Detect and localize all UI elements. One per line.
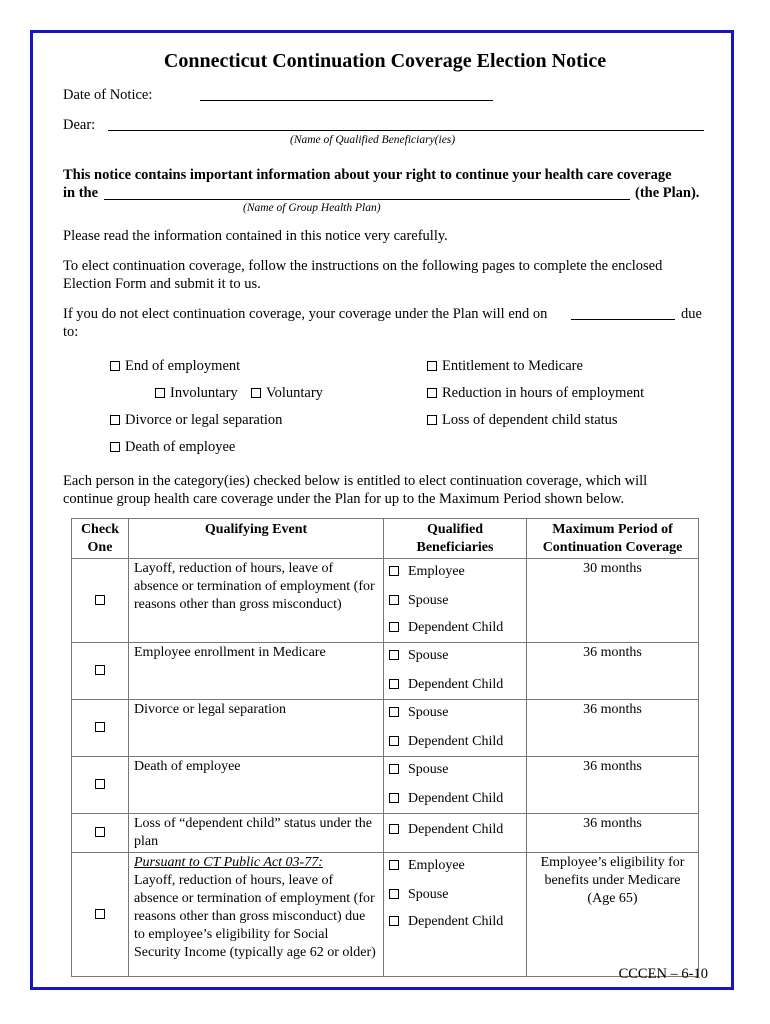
checkbox[interactable]: [95, 665, 105, 675]
header-check-one: Check One: [72, 519, 129, 559]
checkbox[interactable]: [389, 764, 399, 774]
checkbox[interactable]: [389, 679, 399, 689]
elect-paragraph-line-1: To elect continuation coverage, follow the instructions on the following pages to complete the enclosed: [63, 258, 663, 274]
row-event: Death of employee: [129, 757, 384, 814]
reason-reduction[interactable]: [427, 385, 644, 402]
checkbox[interactable]: [95, 595, 105, 605]
row-event: Layoff, reduction of hours, leave of absence or termination of employment (for reasons other than gross misconduct): [129, 559, 384, 643]
form-code: CCCEN – 6-10: [618, 966, 708, 982]
reason-label: Voluntary: [266, 385, 323, 401]
header-maximum-period: Maximum Period of Continuation Coverage: [527, 519, 699, 559]
reason-label: Death of employee: [125, 439, 236, 455]
end-paragraph-due: due: [681, 306, 702, 322]
reason-label: Involuntary: [170, 385, 238, 401]
each-paragraph-line-2: continue group health care coverage under the Plan for up to the Maximum Period shown below.: [63, 491, 625, 507]
row-beneficiaries: Employee Spouse Dependent Child: [384, 853, 527, 977]
page-title: Connecticut Continuation Coverage Election Notice: [163, 50, 607, 72]
reason-voluntary[interactable]: [251, 385, 323, 402]
reason-medicare[interactable]: [427, 358, 583, 375]
end-date-field[interactable]: [571, 319, 675, 320]
table-header-row: [72, 519, 699, 559]
row-beneficiaries: Spouse Dependent Child: [384, 700, 527, 757]
reason-label: End of employment: [125, 358, 241, 374]
row-max-period: 30 months: [527, 559, 699, 643]
row-beneficiaries: Dependent Child: [384, 814, 527, 853]
header-qualifying-event: Qualifying Event: [129, 519, 384, 559]
checkbox[interactable]: [427, 361, 437, 371]
plan-caption: (Name of Group Health Plan): [243, 202, 381, 214]
row-max-period: 36 months: [527, 757, 699, 814]
reason-dependent-loss[interactable]: [427, 412, 618, 429]
checkbox[interactable]: [251, 388, 261, 398]
table-row: [72, 700, 699, 757]
table-row: [72, 757, 699, 814]
checkbox[interactable]: [389, 650, 399, 660]
table-row: [72, 853, 699, 977]
row-beneficiaries: Spouse Dependent Child: [384, 757, 527, 814]
reason-label: Entitlement to Medicare: [442, 358, 583, 374]
table-row: [72, 559, 699, 643]
checkbox[interactable]: [389, 566, 399, 576]
reason-divorce[interactable]: [110, 412, 282, 429]
beneficiary-caption: (Name of Qualified Beneficiary(ies): [290, 134, 456, 146]
beneficiary-name-field[interactable]: [108, 130, 704, 131]
checkbox[interactable]: [389, 595, 399, 605]
checkbox[interactable]: [95, 779, 105, 789]
reason-label: Divorce or legal separation: [125, 412, 283, 428]
intro-line-2-suffix: (the Plan).: [635, 185, 700, 201]
checkbox[interactable]: [155, 388, 165, 398]
checkbox[interactable]: [389, 824, 399, 834]
row-beneficiaries: Spouse Dependent Child: [384, 643, 527, 700]
reason-involuntary[interactable]: [155, 385, 238, 402]
intro-line-2-prefix: in the: [63, 185, 99, 201]
end-paragraph-line-2: to:: [63, 324, 79, 340]
row-event: Divorce or legal separation: [129, 700, 384, 757]
checkbox[interactable]: [95, 827, 105, 837]
checkbox[interactable]: [95, 722, 105, 732]
row-max-period: 36 months: [527, 814, 699, 853]
row-check[interactable]: [72, 700, 129, 757]
date-label: Date of Notice:: [63, 87, 153, 103]
checkbox[interactable]: [389, 916, 399, 926]
checkbox[interactable]: [389, 860, 399, 870]
row-event-text: Layoff, reduction of hours, leave of absence or termination of employment (for reasons other than gross misconduct) due to employee’s eligibility for Social Security Income (typically age 62 or older): [134, 873, 376, 960]
table-row: [72, 814, 699, 853]
dear-label: Dear:: [63, 117, 96, 133]
row-max-period: 36 months: [527, 643, 699, 700]
row-max-period: 36 months: [527, 700, 699, 757]
checkbox[interactable]: [427, 415, 437, 425]
row-check[interactable]: [72, 853, 129, 977]
public-act-reference: Pursuant to CT Public Act 03-77:: [134, 855, 323, 870]
row-check[interactable]: [72, 814, 129, 853]
checkbox[interactable]: [389, 889, 399, 899]
read-paragraph: Please read the information contained in this notice very carefully.: [63, 228, 448, 244]
row-event: Employee enrollment in Medicare: [129, 643, 384, 700]
reason-label: Loss of dependent child status: [442, 412, 618, 428]
end-paragraph-line-1: If you do not elect continuation coverage, your coverage under the Plan will end on: [63, 306, 548, 322]
checkbox[interactable]: [389, 622, 399, 632]
header-beneficiaries: Qualified Beneficiaries: [384, 519, 527, 559]
date-field[interactable]: [200, 100, 493, 101]
intro-line-1: This notice contains important information about your right to continue your health care coverage: [63, 167, 672, 183]
row-event: Loss of “dependent child” status under the plan: [129, 814, 384, 853]
row-check[interactable]: [72, 757, 129, 814]
plan-name-field[interactable]: [104, 199, 630, 200]
row-event: [129, 853, 384, 977]
table-row: [72, 643, 699, 700]
elect-paragraph-line-2: Election Form and submit it to us.: [63, 276, 261, 292]
qualifying-events-table: [71, 518, 699, 977]
row-beneficiaries: Employee Spouse Dependent Child: [384, 559, 527, 643]
row-check[interactable]: [72, 559, 129, 643]
each-paragraph-line-1: Each person in the category(ies) checked below is entitled to elect continuation coverage, which will: [63, 473, 648, 489]
reason-death[interactable]: [110, 439, 235, 456]
checkbox[interactable]: [389, 793, 399, 803]
checkbox[interactable]: [389, 707, 399, 717]
checkbox[interactable]: [389, 736, 399, 746]
checkbox[interactable]: [110, 442, 120, 452]
reason-label: Reduction in hours of employment: [442, 385, 645, 401]
checkbox[interactable]: [110, 361, 120, 371]
row-max-period: Employee’s eligibility for benefits under Medicare (Age 65): [527, 853, 699, 977]
row-check[interactable]: [72, 643, 129, 700]
reason-end-employment[interactable]: [110, 358, 240, 375]
checkbox[interactable]: [427, 388, 437, 398]
checkbox[interactable]: [95, 909, 105, 919]
checkbox[interactable]: [110, 415, 120, 425]
